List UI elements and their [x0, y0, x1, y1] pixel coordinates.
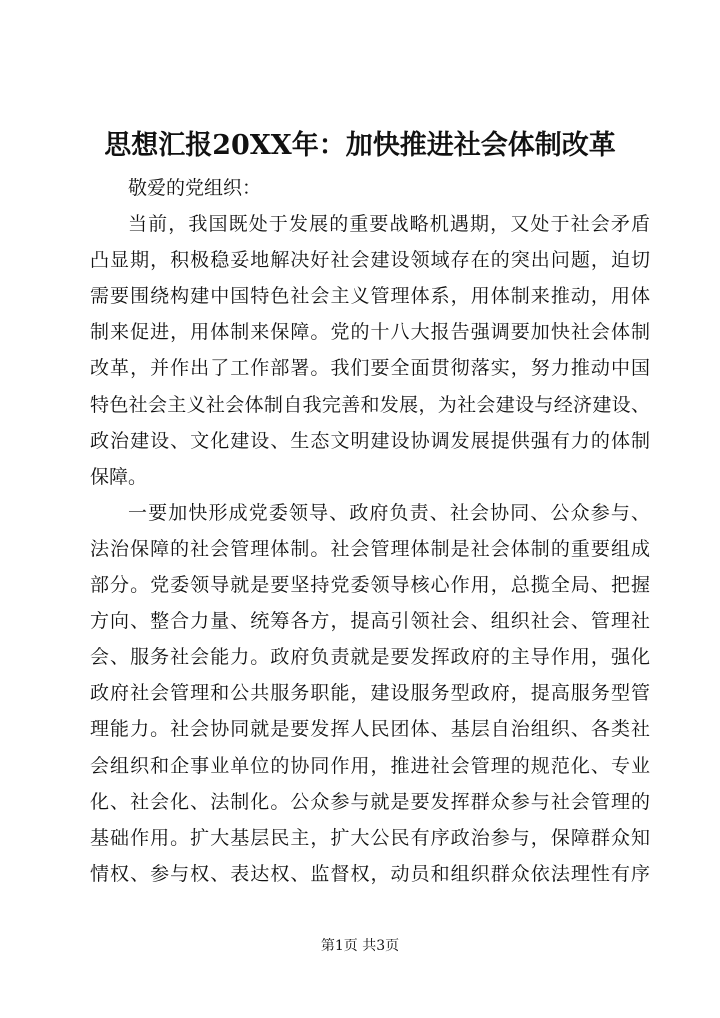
paragraph-2-line: 法治保障的社会管理体制。社会管理体制是社会体制的重要组成: [90, 537, 650, 560]
paragraph-1-line: 需要围绕构建中国特色社会主义管理体系，用体制来推动，用体: [90, 285, 650, 308]
document-body: [90, 170, 650, 892]
paragraph-1-line: 保障。: [90, 465, 148, 488]
paragraph-2-line: 一要加快形成党委领导、政府负责、社会协同、公众参与、: [128, 501, 650, 524]
page-indicator: 第1页 共3页: [320, 938, 400, 954]
paragraph-2-line: 部分。党委领导就是要坚持党委领导核心作用，总揽全局、把握: [90, 574, 650, 597]
paragraph-2-line: 会、服务社会能力。政府负责就是要发挥政府的主导作用，强化: [90, 646, 650, 669]
paragraph-2-line: 基础作用。扩大基层民主，扩大公民有序政治参与，保障群众知: [90, 826, 650, 849]
paragraph-1-line: 当前，我国既处于发展的重要战略机遇期，又处于社会矛盾: [128, 213, 650, 236]
paragraph-2-line: 方向、整合力量、统筹各方，提高引领社会、组织社会、管理社: [90, 610, 650, 633]
paragraph-2-line: 理能力。社会协同就是要发挥人民团体、基层自治组织、各类社: [90, 718, 650, 741]
paragraph-2-line: 情权、参与权、表达权、监督权，动员和组织群众依法理性有序: [90, 862, 650, 885]
paragraph-2-line: 化、社会化、法制化。公众参与就是要发挥群众参与社会管理的: [90, 790, 650, 813]
paragraph-2-line: 会组织和企事业单位的协同作用，推进社会管理的规范化、专业: [90, 754, 650, 777]
paragraph-1-line: 凸显期，积极稳妥地解决好社会建设领域存在的突出问题，迫切: [90, 249, 650, 272]
paragraph-1-line: 制来促进，用体制来保障。党的十八大报告强调要加快社会体制: [90, 321, 650, 344]
greeting-line: 敬爱的党组织：: [128, 177, 262, 199]
paragraph-1-line: 政治建设、文化建设、生态文明建设协调发展提供强有力的体制: [90, 429, 650, 452]
paragraph-1-line: 特色社会主义社会体制自我完善和发展，为社会建设与经济建设、: [90, 393, 650, 416]
paragraph-2-line: 政府社会管理和公共服务职能，建设服务型政府，提高服务型管: [90, 682, 650, 705]
paragraph-1-line: 改革，并作出了工作部署。我们要全面贯彻落实，努力推动中国: [90, 357, 650, 380]
document-title: 思想汇报20XX年：加快推进社会体制改革: [104, 130, 616, 161]
